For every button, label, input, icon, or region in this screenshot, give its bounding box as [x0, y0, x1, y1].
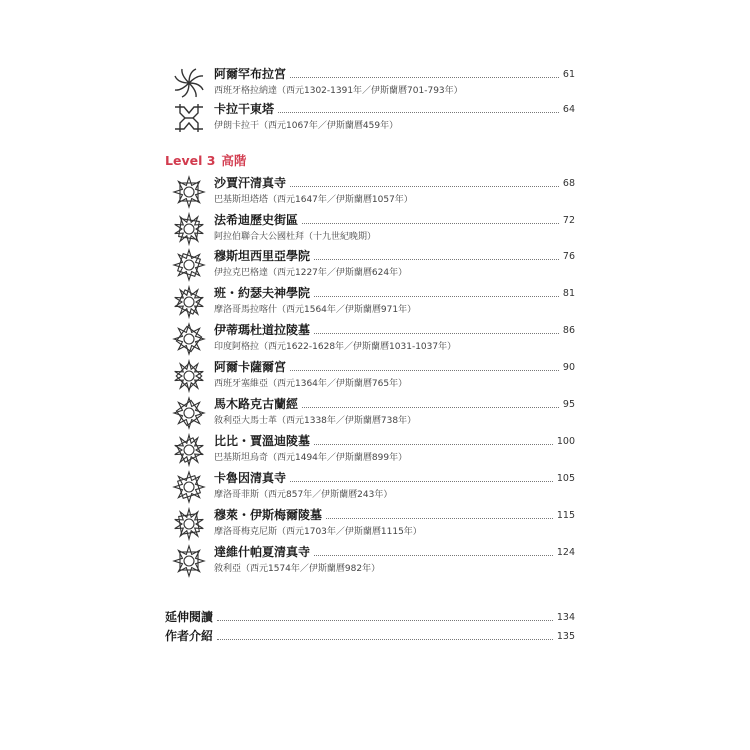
entry-title: 延伸閱讀 [165, 610, 214, 624]
star-rosette-icon [172, 396, 206, 430]
dot-leader [290, 185, 559, 187]
entry-title: 卡拉干東塔 [214, 102, 275, 116]
dot-leader [278, 111, 559, 113]
dot-leader [314, 554, 553, 556]
page-number: 64 [562, 104, 575, 115]
dot-leader [314, 295, 559, 297]
entry-title: 法希迪歷史街區 [214, 213, 299, 227]
entry-title: 穆斯坦西里亞學院 [214, 249, 311, 263]
page-number: 76 [562, 251, 575, 262]
star-rosette-icon [172, 322, 206, 356]
page-number: 81 [562, 288, 575, 299]
page-number: 86 [562, 325, 575, 336]
toc-entry[interactable] [172, 542, 575, 582]
entry-title: 比比・賈溫迪陵墓 [214, 434, 311, 448]
dot-leader [217, 619, 553, 621]
toc-entry[interactable] [172, 64, 575, 104]
star-rosette-icon [172, 212, 206, 246]
level-label: Level 3 [165, 153, 216, 168]
toc-entry[interactable] [172, 99, 575, 139]
page-number: 72 [562, 215, 575, 226]
toc-entry[interactable] [172, 283, 575, 323]
toc-entry[interactable] [172, 431, 575, 471]
page-number: 100 [556, 436, 575, 447]
star-rosette-icon [172, 433, 206, 467]
star-rosette-icon [172, 285, 206, 319]
toc-entry[interactable] [172, 173, 575, 213]
entry-subtitle: 西班牙格拉納達（西元1302-1391年／伊斯蘭曆701-793年） [214, 86, 463, 96]
star-rosette-icon [172, 248, 206, 282]
entry-subtitle: 伊拉克巴格達（西元1227年／伊斯蘭曆624年） [214, 268, 408, 278]
toc-entry[interactable] [172, 210, 575, 250]
dot-leader [290, 369, 559, 371]
entry-subtitle: 摩洛哥梅克尼斯（西元1703年／伊斯蘭曆1115年） [214, 527, 422, 537]
dot-leader [302, 406, 559, 408]
toc-entry[interactable] [172, 320, 575, 360]
entry-title: 沙賈汗清真寺 [214, 176, 287, 190]
toc-entry[interactable] [172, 394, 575, 434]
entry-title: 伊蒂瑪杜道拉陵墓 [214, 323, 311, 337]
dot-leader [217, 638, 553, 640]
entry-title: 穆萊・伊斯梅爾陵墓 [214, 508, 323, 522]
page-number: 68 [562, 178, 575, 189]
level-name: 高階 [221, 153, 247, 168]
entry-title: 班・約瑟夫神學院 [214, 286, 311, 300]
entry-subtitle: 巴基斯坦烏奇（西元1494年／伊斯蘭曆899年） [214, 453, 408, 463]
dot-leader [326, 517, 553, 519]
star-rosette-icon [172, 175, 206, 209]
toc-entry[interactable] [172, 505, 575, 545]
dot-leader [302, 222, 559, 224]
page-number: 124 [556, 547, 575, 558]
page-number: 61 [562, 69, 575, 80]
toc-entry-about-author[interactable] [165, 628, 575, 644]
dot-leader [314, 332, 559, 334]
star-rosette-icon [172, 470, 206, 504]
page-number: 90 [562, 362, 575, 373]
entry-subtitle: 巴基斯坦塔塔（西元1647年／伊斯蘭曆1057年） [214, 195, 413, 205]
page-number: 135 [556, 631, 575, 642]
entry-subtitle: 西班牙塞維亞（西元1364年／伊斯蘭曆765年） [214, 379, 408, 389]
page-number: 134 [556, 612, 575, 623]
entry-title: 阿爾卡薩爾宮 [214, 360, 287, 374]
dot-leader [314, 258, 559, 260]
entry-subtitle: 伊朗卡拉干（西元1067年／伊斯蘭曆459年） [214, 121, 399, 131]
entry-subtitle: 敘利亞大馬士革（西元1338年／伊斯蘭曆738年） [214, 416, 417, 426]
toc-entry[interactable] [172, 468, 575, 508]
toc-entry[interactable] [172, 246, 575, 286]
star-rosette-icon [172, 359, 206, 393]
entry-title: 作者介紹 [165, 629, 214, 643]
entry-title: 卡魯因清真寺 [214, 471, 287, 485]
entry-subtitle: 印度阿格拉（西元1622-1628年／伊斯蘭曆1031-1037年） [214, 342, 457, 352]
star-rosette-icon [172, 507, 206, 541]
entry-subtitle: 敘利亞（西元1574年／伊斯蘭曆982年） [214, 564, 381, 574]
star-rosette-icon [172, 544, 206, 578]
dot-leader [290, 76, 559, 78]
entry-title: 達維什帕夏清真寺 [214, 545, 311, 559]
page-number: 115 [556, 510, 575, 521]
entry-title: 馬木路克古蘭經 [214, 397, 299, 411]
toc-entry[interactable] [172, 357, 575, 397]
page-number: 95 [562, 399, 575, 410]
entry-subtitle: 阿拉伯聯合大公國杜拜（十九世紀晚期） [214, 232, 377, 242]
toc-entry-further-reading[interactable] [165, 609, 575, 625]
entry-title: 阿爾罕布拉宮 [214, 67, 287, 81]
page-number: 105 [556, 473, 575, 484]
pinwheel-pattern-icon [172, 66, 206, 100]
entry-subtitle: 摩洛哥馬拉喀什（西元1564年／伊斯蘭曆971年） [214, 305, 417, 315]
dot-leader [290, 480, 553, 482]
level-heading [165, 151, 252, 169]
entry-subtitle: 摩洛哥菲斯（西元857年／伊斯蘭曆243年） [214, 490, 393, 500]
dot-leader [314, 443, 553, 445]
interlace-pattern-icon [172, 101, 206, 135]
